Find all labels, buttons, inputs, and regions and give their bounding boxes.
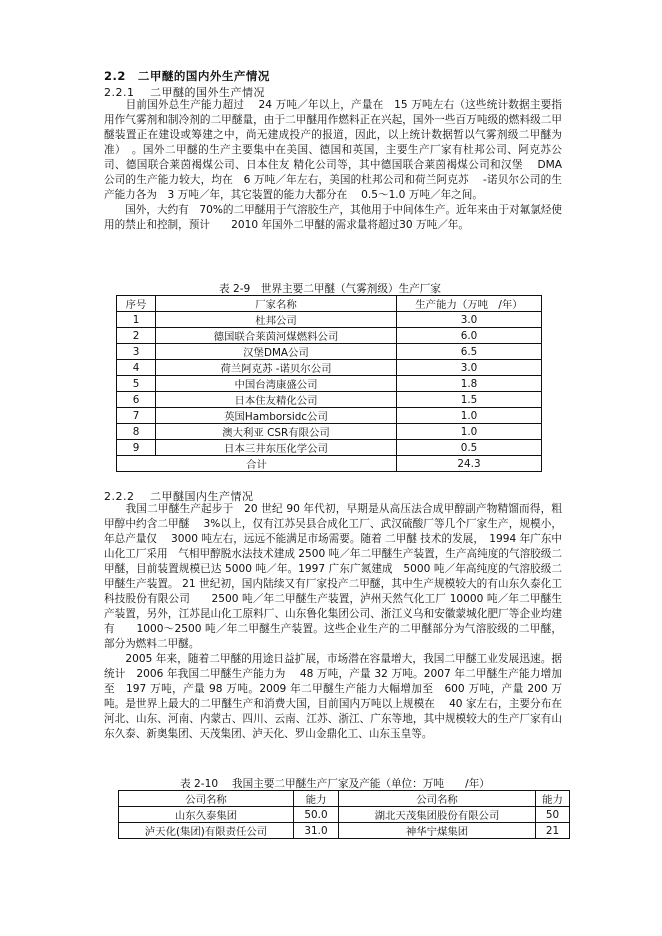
- table-cell: 汉堡DMA公司: [156, 344, 397, 360]
- table-cell: 50: [536, 807, 570, 823]
- domestic-producers-table: [118, 790, 570, 839]
- table-cell: 澳大利亚 CSR有限公司: [156, 424, 397, 440]
- table-cell: 2: [117, 328, 156, 344]
- table-cell: 6.0: [397, 328, 542, 344]
- subsection-heading-domestic: 2.2.2 二甲醚国内生产情况: [104, 490, 254, 503]
- table-cell: 神华宁煤集团: [339, 823, 536, 839]
- table-cell: 9: [117, 440, 156, 456]
- section-heading: 2.2 二甲醚的国内外生产情况: [104, 69, 270, 83]
- table-row: [117, 360, 542, 376]
- table-cell: 3: [117, 344, 156, 360]
- table-row: [117, 328, 542, 344]
- table-row: [117, 408, 542, 424]
- subsection-heading-abroad: 2.2.1 二甲醚的国外生产情况: [104, 86, 265, 99]
- paragraph: 国外，大约有 70%的二甲醚用于气溶胶生产，其他用于中间体生产。近年来由于对氟氯烃使用的禁止和控制，预计 2010 年国外二甲醚的需求量将超过30 万吨／年。: [104, 204, 562, 231]
- table-cell: 3.0: [397, 360, 542, 376]
- column-header: 生产能力（万吨 /年）: [397, 296, 542, 312]
- column-header: 能力: [536, 791, 570, 807]
- table-cell: 山东久泰集团: [119, 807, 294, 823]
- table-cell: 6: [117, 392, 156, 408]
- table-cell: 湖北天茂集团股份有限公司: [339, 807, 536, 823]
- table-caption: 表 2-10 我国主要二甲醚生产厂家及产能（单位：万吨 /年）: [180, 778, 490, 790]
- table-row: [119, 823, 570, 839]
- table-cell: 50.0: [294, 807, 339, 823]
- table-cell: 1.5: [397, 392, 542, 408]
- total-value: 24.3: [397, 456, 542, 472]
- table-cell: 4: [117, 360, 156, 376]
- table-row: [117, 440, 542, 456]
- body-text-domestic: [104, 502, 562, 742]
- table-header-row: [117, 296, 542, 312]
- table-cell: 7: [117, 408, 156, 424]
- table-cell: 荷兰阿克苏 -诺贝尔公司: [156, 360, 397, 376]
- table-cell: 31.0: [294, 823, 339, 839]
- table-cell: 日本三井东压化学公司: [156, 440, 397, 456]
- table-row: [117, 424, 542, 440]
- table-row: [117, 376, 542, 392]
- table-cell: 1: [117, 312, 156, 328]
- column-header: 能力: [294, 791, 339, 807]
- table-cell: 德国联合莱茵河煤燃料公司: [156, 328, 397, 344]
- table-cell: 1.0: [397, 424, 542, 440]
- table-caption: 表 2-9 世界主要二甲醚（气雾剂级）生产厂家: [219, 283, 441, 295]
- paragraph: 我国二甲醚生产起步于 20 世纪 90 年代初，早期是从高压法合成甲醇副产物精馏而得，粗甲醇中约含二甲醚 3%以上，仅有江苏吴县合成化工厂、武汉硫酸厂等几个厂家生产，规模小，年总产量仅 3000 吨左右，远远不能满足市场需要。随着 二甲醚 技术的发展， 1994 年广东中山化工厂采用 气相甲醇脱水法技术建成 2500 吨／年二甲醚生产装置，生产高纯度的气溶胶级二甲醚，目前装置规模已达 5000 吨／年。1997 广东广氮建成 5000 吨／年高纯度的气溶胶级二甲醚生产装置。 21 世纪初，国内陆续又有厂家投产二甲醚，其中生产规模较大的有山东久泰化工科技股份有限公司 2500 吨／年二甲醚生产装置，泸州天然气化工厂 10000 吨／年二甲醚生产装置，另外，江苏昆山化工原料厂、山东鲁化集团公司、浙江义乌和安徽蒙城化肥厂等企业均建有 1000～2500 吨／年二甲醚生产装置。这些企业生产的二甲醚部分为气溶胶级的二甲醚，部分为燃料二甲醚。: [104, 503, 562, 650]
- table-cell: 泸天化(集团)有限责任公司: [119, 823, 294, 839]
- table-cell: 1.0: [397, 408, 542, 424]
- table-cell: 1.8: [397, 376, 542, 392]
- total-label: 合计: [117, 456, 397, 472]
- table-row: [117, 312, 542, 328]
- table-cell: 杜邦公司: [156, 312, 397, 328]
- body-text-abroad: [104, 98, 562, 233]
- table-row: [117, 392, 542, 408]
- paragraph: 目前国外总生产能力超过 24 万吨／年以上，产量在 15 万吨左右（这些统计数据主要指用作气雾剂和制冷剂的二甲醚量，由于二甲醚用作燃料正在兴起，国外一些百万吨级的燃料级二甲醚装置正在建设或筹建之中，尚无建成投产的报道，因此，以上统计数据暂以气雾剂级二甲醚为准） 。国外二甲醚的生产主要集中在美国、德国和英国，主要生产厂家有杜邦公司、阿克苏公司、德国联合莱茵褐煤公司、日本住友 精化公司等，其中德国联合莱茵褐煤公司和汉堡 DMA 公司的生产能力较大，均在 6 万吨／年左右，美国的杜邦公司和荷兰阿克苏 -诺贝尔公司的生产能力各为 3 万吨／年，其它装置的能力大都分在 0.5～1.0 万吨／年之间。: [104, 99, 562, 201]
- table-cell: 英国Hamborsidc公司: [156, 408, 397, 424]
- table-cell: 中国台湾康盛公司: [156, 376, 397, 392]
- table-header-row: [119, 791, 570, 807]
- table-row: [119, 807, 570, 823]
- table-cell: 8: [117, 424, 156, 440]
- table-cell: 日本住友精化公司: [156, 392, 397, 408]
- table-cell: 3.0: [397, 312, 542, 328]
- column-header: 公司名称: [339, 791, 536, 807]
- column-header: 公司名称: [119, 791, 294, 807]
- table-cell: 0.5: [397, 440, 542, 456]
- table-cell: 6.5: [397, 344, 542, 360]
- column-header: 序号: [117, 296, 156, 312]
- table-cell: 21: [536, 823, 570, 839]
- column-header: 厂家名称: [156, 296, 397, 312]
- table-total-row: [117, 456, 542, 472]
- table-cell: 5: [117, 376, 156, 392]
- world-producers-table: [116, 295, 542, 472]
- paragraph: 2005 年来，随着二甲醚的用途日益扩展，市场潜在容量增大，我国二甲醚工业发展迅速。据统计 2006 年我国二甲醚生产能力为 48 万吨，产量 32 万吨。2007 年二甲醚生产能力增加至 197 万吨，产量 98 万吨。2009 年二甲醚生产能力大幅增加至 600 万吨，产量 200 万吨。是世界上最大的二甲醚生产和消费大国，目前国内万吨以上规模在 40 家左右，主要分布在河北、山东、河南、内蒙古、四川、云南、江苏、浙江、广东等地，其中规模较大的生产厂家有山东久泰、新奥集团、天茂集团、泸天化、罗山金鼎化工、山东玉皇等。: [104, 653, 562, 740]
- table-row: [117, 344, 542, 360]
